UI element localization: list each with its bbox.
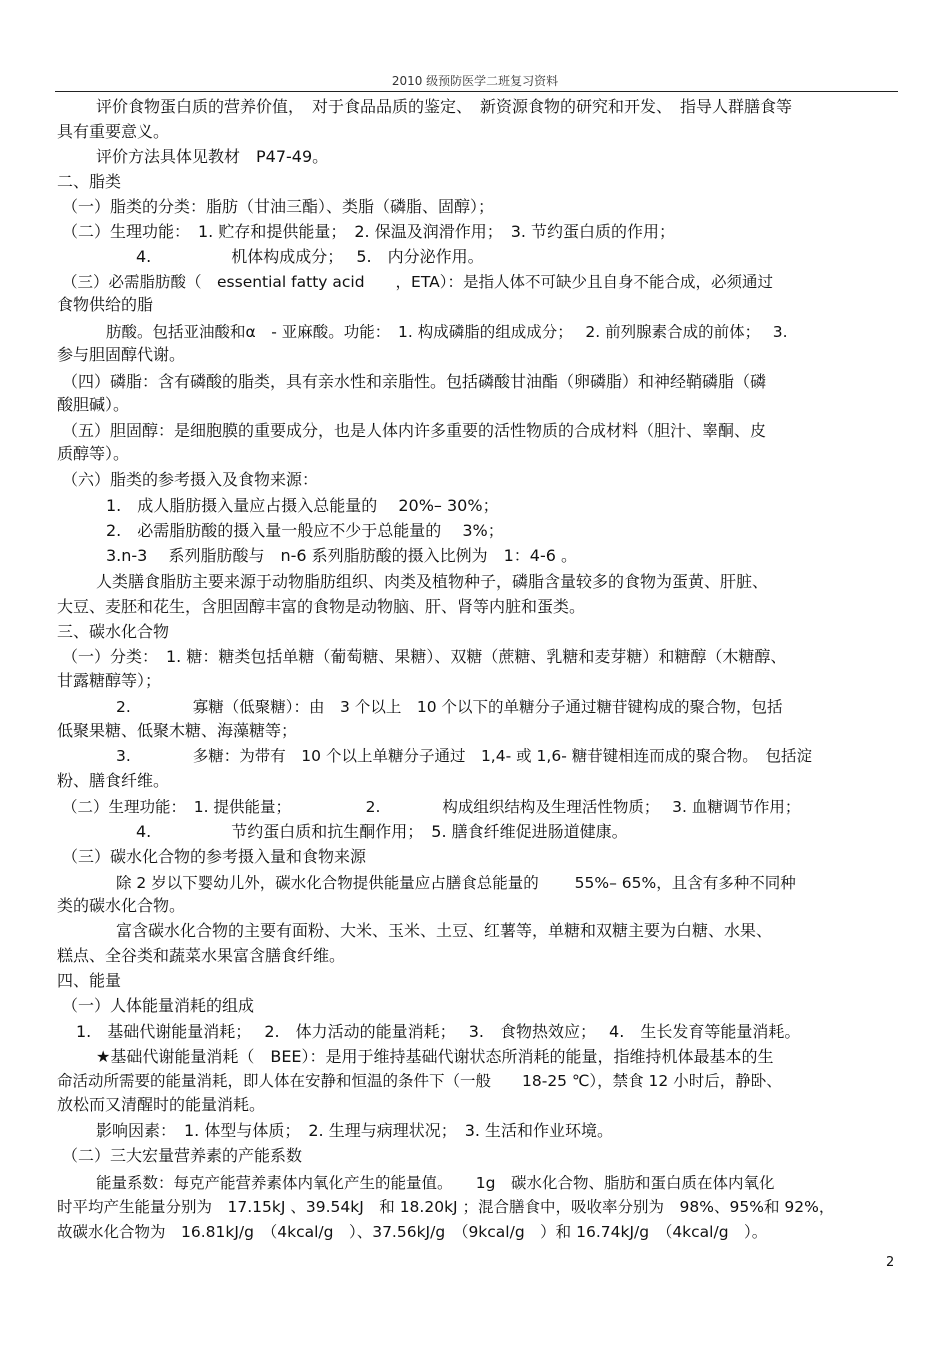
text-line: 评价食物蛋白质的营养价值， 对于食品品质的鉴定、 新资源食物的研究和开发、 指导人群膳食等 <box>96 97 793 116</box>
header-rule <box>55 91 898 92</box>
text-line: （二）生理功能： 1. 贮存和提供能量； 2. 保温及润滑作用； 3. 节约蛋白质的作用； <box>62 222 676 241</box>
text-line: （二）三大宏量营养素的产能系数 <box>62 1146 303 1165</box>
text-line: 质醇等）。 <box>57 444 130 463</box>
text-line: 影响因素： 1. 体型与体质； 2. 生理与病理状况； 3. 生活和作业环境。 <box>96 1121 614 1140</box>
text-line: 糕点、全谷类和蔬菜水果富含膳食纤维。 <box>57 946 346 965</box>
text-line: 甘露糖醇等）； <box>57 671 162 690</box>
page-header: 2010 级预防医学二班复习资料 <box>391 74 559 88</box>
text-line: （一）人体能量消耗的组成 <box>62 996 255 1015</box>
text-line: （四）磷脂：含有磷酸的脂类，具有亲水性和亲脂性。包括磷酸甘油酯（卵磷脂）和神经鞘磷脂（磷 <box>62 372 767 391</box>
text-line: 粉、膳食纤维。 <box>57 771 170 790</box>
text-line: 人类膳食脂肪主要来源于动物脂肪组织、肉类及植物种子，磷脂含量较多的食物为蛋黄、肝脏、 <box>96 572 769 591</box>
page-number: 2 <box>886 1255 895 1270</box>
text-line: 能量系数：每克产能营养素体内氧化产生的能量值。 1g 碳水化合物、脂肪和蛋白质在体内氧化 <box>96 1174 775 1192</box>
text-line: 具有重要意义。 <box>57 122 170 141</box>
text-line: 2. 必需脂肪酸的摄入量一般应不少于总能量的 3%； <box>106 521 504 540</box>
text-line: 酸胆碱）。 <box>57 395 130 414</box>
text-line: 2. 寡糖（低聚糖）：由 3 个以上 10 个以下的单糖分子通过糖苷键构成的聚合物，包括 <box>116 698 783 716</box>
text-line: （一）脂类的分类：脂肪（甘油三酯）、类脂（磷脂、固醇）； <box>62 197 495 216</box>
text-line: （五）胆固醇：是细胞膜的重要成分，也是人体内许多重要的活性物质的合成材料（胆汁、睾酮、皮 <box>62 421 767 440</box>
text-line: 时平均产生能量分别为 17.15kJ 、39.54kJ 和 18.20kJ ；混合膳食中，吸收率分别为 98%、95%和 92%， <box>57 1198 835 1216</box>
text-line: 大豆、麦胚和花生，含胆固醇丰富的食物是动物脑、肝、肾等内脏和蛋类。 <box>57 597 586 616</box>
text-line: 食物供给的脂 <box>57 295 154 314</box>
text-line: （三）必需脂肪酸（ essential fatty acid ，ETA）：是指人体不可缺少且自身不能合成，必须通过 <box>62 273 773 291</box>
text-line: （一）分类： 1. 糖：糖类包括单糖（葡萄糖、果糖）、双糖（蔗糖、乳糖和麦芽糖）和糖醇（木糖醇、 <box>62 647 787 666</box>
text-line: 故碳水化合物为 16.81kJ/g （4kcal/g ）、37.56kJ/g （9kcal/g ）和 16.74kJ/g （4kcal/g ）。 <box>57 1223 768 1241</box>
text-line: （六）脂类的参考摄入及食物来源： <box>62 470 319 489</box>
text-line: 3.n-3 系列脂肪酸与 n-6 系列脂肪酸的摄入比例为 1：4-6 。 <box>106 546 578 565</box>
text-line: 参与胆固醇代谢。 <box>57 345 186 364</box>
text-line: 评价方法具体见教材 P47-49。 <box>96 147 329 166</box>
text-line: 四、能量 <box>57 971 122 990</box>
text-line: 放松而又清醒时的能量消耗。 <box>57 1095 266 1114</box>
text-line: 4. 机体构成成分； 5. 内分泌作用。 <box>136 247 484 266</box>
text-line: 富含碳水化合物的主要有面粉、大米、玉米、土豆、红薯等，单糖和双糖主要为白糖、水果、 <box>116 921 773 940</box>
text-line: （二）生理功能： 1. 提供能量； 2. 构成组织结构及生理活性物质； 3. 血糖调节作用； <box>62 798 801 816</box>
text-line: 除 2 岁以下婴幼儿外，碳水化合物提供能量应占膳食总能量的 55%– 65%，且含有多种不同种 <box>116 874 796 892</box>
text-line: 1. 基础代谢能量消耗； 2. 体力活动的能量消耗； 3. 食物热效应； 4. 生长发育等能量消耗。 <box>76 1022 801 1041</box>
text-line: 3. 多糖：为带有 10 个以上单糖分子通过 1,4- 或 1,6- 糖苷键相连而成的聚合物。 包括淀 <box>116 747 812 765</box>
text-line: 4. 节约蛋白质和抗生酮作用； 5. 膳食纤维促进肠道健康。 <box>136 822 628 841</box>
text-line: （三）碳水化合物的参考摄入量和食物来源 <box>62 847 367 866</box>
text-line: 命活动所需要的能量消耗，即人体在安静和恒温的条件下（一般 18-25 ℃），禁食 12 小时后，静卧、 <box>57 1072 782 1090</box>
text-line: ★基础代谢能量消耗（ BEE）：是用于维持基础代谢状态所消耗的能量，指维持机体最基本的生 <box>96 1047 774 1066</box>
text-line: 1. 成人脂肪摄入量应占摄入总能量的 20%– 30%； <box>106 496 499 515</box>
text-line: 类的碳水化合物。 <box>57 896 186 915</box>
text-line: 肪酸。包括亚油酸和α - 亚麻酸。功能： 1. 构成磷脂的组成成分； 2. 前列腺素合成的前体； 3. <box>106 323 788 341</box>
text-line: 二、脂类 <box>57 172 122 191</box>
text-line: 低聚果糖、低聚木糖、海藻糖等； <box>57 721 298 740</box>
text-line: 三、碳水化合物 <box>57 622 170 641</box>
